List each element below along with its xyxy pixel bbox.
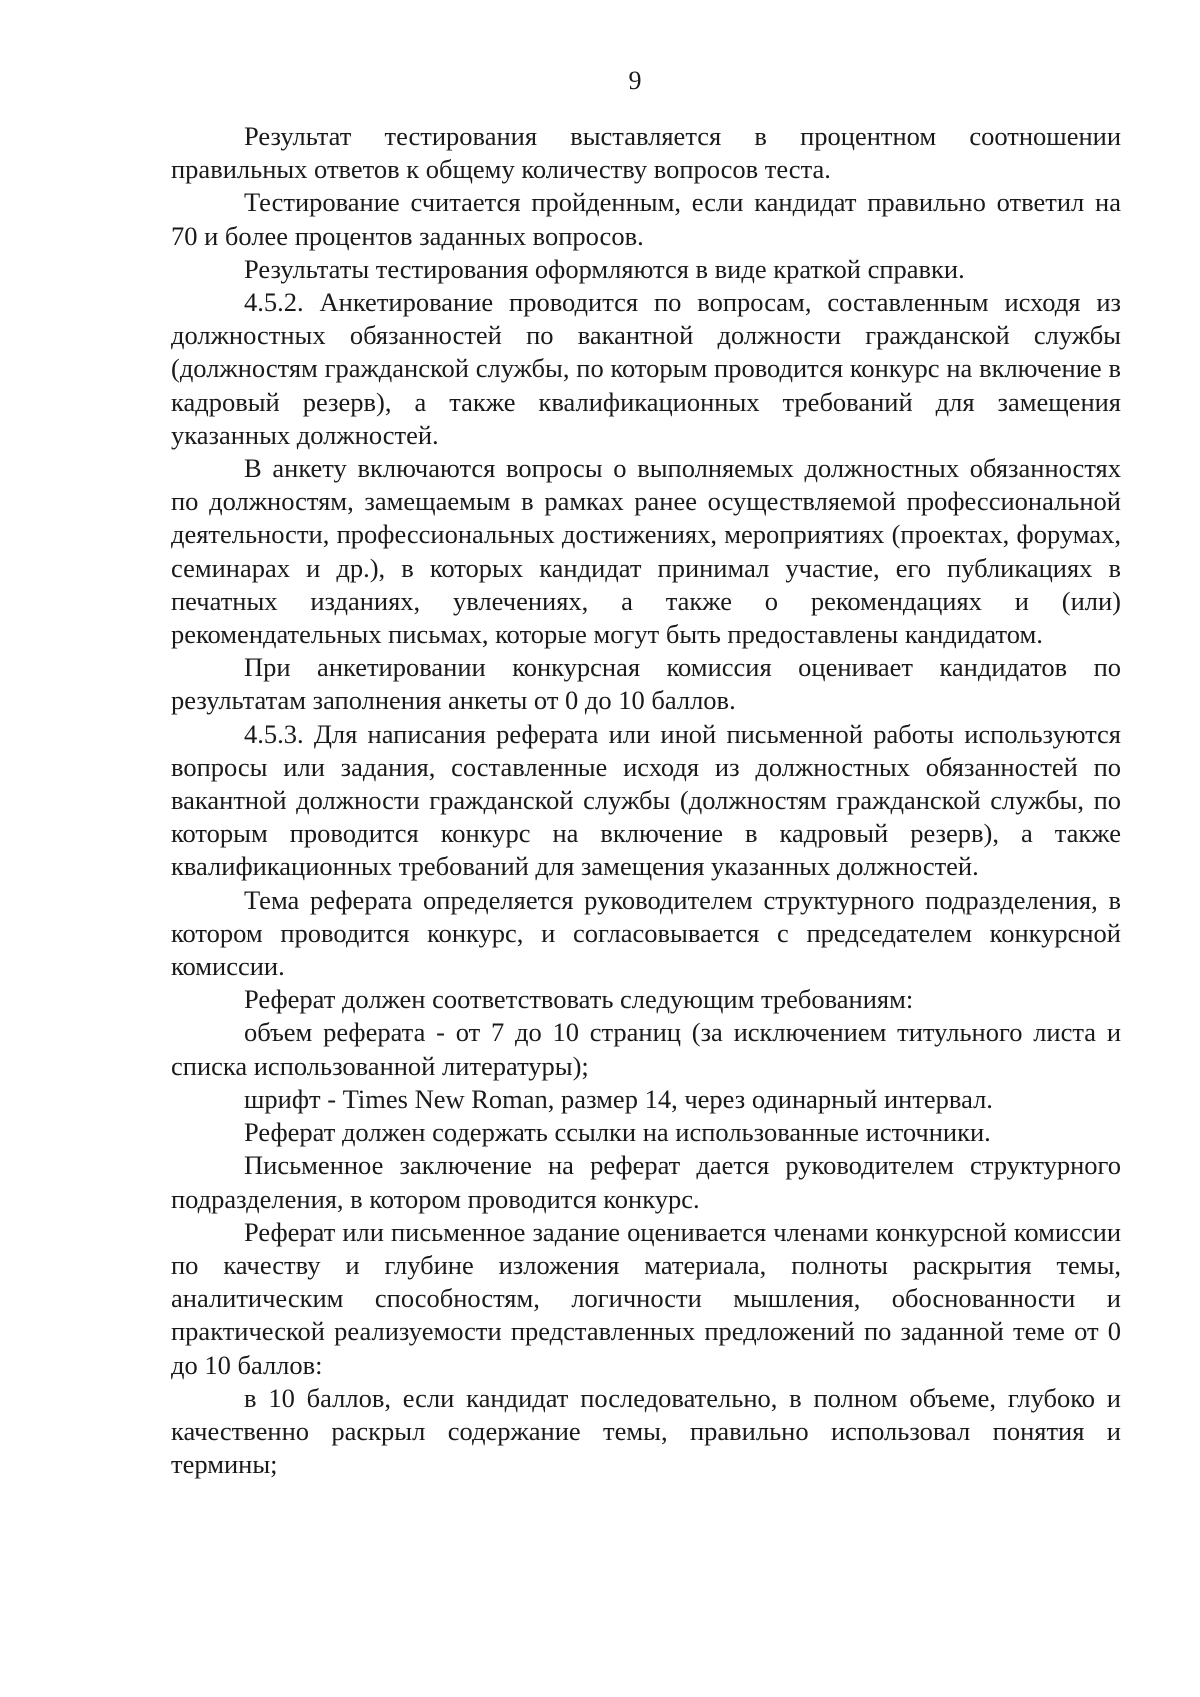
paragraph-4-5-2-questionnaire: 4.5.2. Анкетирование проводится по вопросам, составленным исходя из должностных обязанностей по вакантной должности гражданской службы (должностям гражданской службы, по которым проводится конкурс на включение в кадровый резерв), а также квалификационных требований для замещения указанных должностей. bbox=[171, 287, 1121, 450]
paragraph-essay-requirements: Реферат должен соответствовать следующим требованиям: bbox=[244, 984, 914, 1015]
paragraph-test-passed: Тестирование считается пройденным, если кандидат правильно ответил на 70 и более процентов заданных вопросов. bbox=[171, 187, 1121, 251]
paragraph-test-result: Результат тестирования выставляется в процентном соотношении правильных ответов к общему количеству вопросов теста. bbox=[171, 121, 1121, 185]
paragraph-score-10: в 10 баллов, если кандидат последовательно, в полном объеме, глубоко и качественно раскрыл содержание темы, правильно использовал понятия и термины; bbox=[171, 1382, 1121, 1480]
paragraph-essay-references: Реферат должен содержать ссылки на использованные источники. bbox=[244, 1117, 991, 1148]
paragraph-essay-evaluation: Реферат или письменное задание оценивается членами конкурсной комиссии по качеству и глубине изложения материала, полноты раскрытия темы, аналитическим способностям, логичности мышления, обоснованности и практической реализуемости представленных предложений по заданной теме от 0 до 10 баллов: bbox=[171, 1216, 1121, 1380]
paragraph-questionnaire-contents: В анкету включаются вопросы о выполняемых должностных обязанностях по должностям, замещаемым в рамках ранее осуществляемой профессиональной деятельности, профессиональных достижениях, мероприятиях (проектах, форумах, семинарах и др.), в которых кандидат принимал участие, его публикациях в печатных изданиях, увлечениях, а также о рекомендациях и (или) рекомендательных письмах, которые могут быть предоставлены кандидатом. bbox=[171, 453, 1121, 650]
paragraph-4-5-3-essay: 4.5.3. Для написания реферата или иной письменной работы используются вопросы или задания, составленные исходя из должностных обязанностей по вакантной должности гражданской службы (должностям гражданской службы, по которым проводится конкурс на включение в кадровый резерв), а также квалификационных требований для замещения указанных должностей. bbox=[171, 718, 1121, 882]
paragraph-essay-topic: Тема реферата определяется руководителем структурного подразделения, в котором проводится конкурс, и согласовывается с председателем конкурсной комиссии. bbox=[171, 884, 1121, 982]
document-body bbox=[171, 120, 1121, 1481]
paragraph-questionnaire-scoring: При анкетировании конкурсная комиссия оценивает кандидатов по результатам заполнения анкеты от 0 до 10 баллов. bbox=[171, 652, 1121, 716]
paragraph-test-certificate: Результаты тестирования оформляются в виде краткой справки. bbox=[244, 253, 965, 284]
paragraph-essay-conclusion: Письменное заключение на реферат дается руководителем структурного подразделения, в котором проводится конкурс. bbox=[171, 1150, 1121, 1214]
paragraph-essay-font: шрифт - Times New Roman, размер 14, через одинарный интервал. bbox=[244, 1083, 993, 1114]
page-number: 9 bbox=[628, 66, 642, 95]
paragraph-essay-volume: объем реферата - от 7 до 10 страниц (за исключением титульного листа и списка использованной литературы); bbox=[171, 1017, 1121, 1081]
